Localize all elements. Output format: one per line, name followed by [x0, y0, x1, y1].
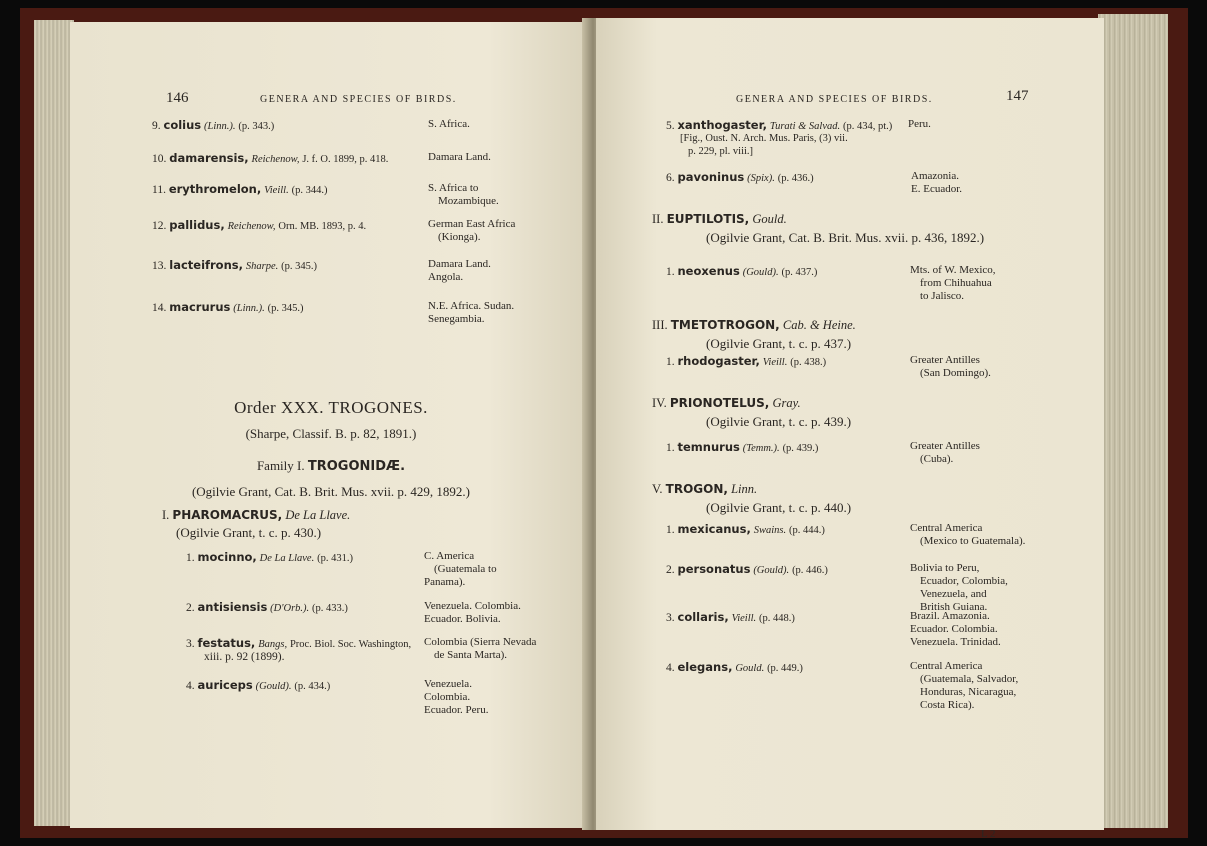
species-number: 1.	[666, 442, 675, 454]
species-reference: J. f. O. 1899, p. 418.	[302, 154, 389, 165]
left-page-edges	[34, 20, 74, 826]
species-author: Vieill.	[264, 185, 289, 196]
species-name: lacteifrons,	[169, 258, 243, 272]
species-distribution: Central America	[910, 660, 983, 672]
species-distribution: Costa Rica).	[920, 699, 975, 711]
genus-name: TROGON,	[665, 482, 728, 496]
species-reference: Proc. Biol. Soc. Washington,	[289, 639, 412, 650]
species-name: rhodogaster,	[677, 354, 760, 368]
species-name: erythromelon,	[168, 182, 262, 196]
species-number: 12.	[152, 220, 167, 232]
species-entry	[152, 182, 327, 198]
species-entry	[666, 610, 795, 626]
species-entry	[152, 118, 274, 134]
species-name: colius	[163, 118, 202, 132]
species-entry	[186, 678, 330, 694]
species-distribution: Ecuador. Bolivia.	[424, 613, 501, 625]
species-distribution: Mozambique.	[438, 195, 499, 207]
right-page-number: 147	[1006, 88, 1029, 104]
species-distribution: British Guiana.	[920, 601, 988, 613]
species-author: Gould.	[735, 663, 765, 674]
species-entry	[666, 522, 825, 538]
species-number: 2.	[666, 564, 675, 576]
species-reference: (p. 449.)	[767, 663, 803, 674]
species-author: Sharpe.	[245, 261, 279, 272]
right-page-edges	[1098, 14, 1168, 828]
species-author: Vieill.	[762, 357, 788, 368]
species-entry	[666, 354, 826, 370]
species-distribution: Greater Antilles	[910, 354, 980, 366]
species-distribution: Angola.	[428, 271, 464, 283]
species-author: Reichenow,	[251, 154, 300, 165]
species-reference: (p. 434.)	[294, 681, 331, 692]
species-distribution: Venezuela.	[424, 678, 472, 690]
genus-name: PHAROMACRUS,	[172, 508, 283, 522]
species-reference: (p. 344.)	[291, 185, 328, 196]
species-name: temnurus	[677, 440, 740, 454]
species-author: (D'Orb.).	[270, 603, 310, 614]
species-author: (Linn.).	[233, 303, 265, 314]
family-heading	[70, 458, 592, 474]
species-distribution: Bolivia to Peru,	[910, 562, 980, 574]
species-number: 3.	[666, 612, 675, 624]
species-author: Swains.	[753, 525, 787, 536]
genus-reference: (Ogilvie Grant, t. c. p. 430.)	[176, 525, 322, 540]
species-distribution: Venezuela. Colombia.	[424, 600, 521, 612]
species-number: 4.	[186, 680, 195, 692]
species-name: auriceps	[197, 678, 253, 692]
genus-heading	[652, 318, 856, 333]
family-name: TROGONIDÆ.	[307, 459, 406, 474]
species-reference: (p. 444.)	[788, 525, 825, 536]
species-entry	[666, 170, 814, 186]
species-reference: (p. 448.)	[759, 613, 795, 624]
species-name: neoxenus	[677, 264, 740, 278]
species-distribution: Greater Antilles	[910, 440, 980, 452]
species-name: mexicanus,	[677, 522, 751, 536]
species-entry	[666, 440, 818, 456]
genus-number: I.	[162, 508, 170, 522]
species-distribution: Damara Land.	[428, 151, 491, 163]
species-reference: (p. 437.)	[781, 267, 818, 278]
species-distribution: Mts. of W. Mexico,	[910, 264, 996, 276]
species-distribution: Damara Land.	[428, 258, 491, 270]
species-reference: (p. 345.)	[267, 303, 304, 314]
right-running-head: GENERA AND SPECIES OF BIRDS.	[736, 94, 933, 105]
genus-heading	[652, 482, 757, 497]
species-author: (Spix).	[747, 173, 775, 184]
genus-reference: (Ogilvie Grant, t. c. p. 437.)	[706, 336, 852, 351]
figure-reference: p. 229, pl. viii.]	[688, 146, 754, 157]
species-number: 6.	[666, 172, 675, 184]
species-reference: (p. 431.)	[317, 553, 353, 564]
species-distribution: Colombia (Sierra Nevada	[424, 636, 537, 648]
genus-author: Gould.	[752, 212, 787, 226]
species-distribution: Central America	[910, 522, 983, 534]
species-number: 10.	[152, 153, 167, 165]
species-author: (Linn.).	[204, 121, 236, 132]
species-author: Turati & Salvad.	[769, 121, 841, 132]
species-number: 1.	[666, 356, 675, 368]
species-number: 2.	[186, 602, 195, 614]
genus-author: Cab. & Heine.	[782, 318, 856, 332]
species-distribution: Senegambia.	[428, 313, 485, 325]
genus-reference: (Ogilvie Grant, Cat. B. Brit. Mus. xvii. p. 436, 1892.)	[706, 230, 985, 245]
order-title: Order XXX. TROGONES.	[234, 398, 428, 417]
species-distribution: Honduras, Nicaragua,	[920, 686, 1017, 698]
species-name: personatus	[677, 562, 751, 576]
species-entry	[666, 660, 803, 676]
genus-heading	[652, 396, 801, 411]
order-reference: (Sharpe, Classif. B. p. 82, 1891.)	[245, 426, 417, 441]
species-number: 11.	[152, 184, 166, 196]
species-distribution: Venezuela. Trinidad.	[910, 636, 1001, 648]
species-distribution: S. Africa to	[428, 182, 479, 194]
figure-reference: [Fig., Oust. N. Arch. Mus. Paris, (3) vii.	[680, 133, 848, 144]
species-number: 5.	[666, 120, 675, 132]
species-name: pavoninus	[677, 170, 745, 184]
genus-author: Gray.	[772, 396, 801, 410]
left-page	[70, 22, 592, 828]
species-author: (Temm.).	[742, 443, 780, 454]
species-number: 13.	[152, 260, 167, 272]
genus-number: V.	[652, 482, 663, 496]
genus-number: II.	[652, 212, 664, 226]
species-number: 4.	[666, 662, 675, 674]
signature-mark: L 2	[981, 828, 996, 840]
species-reference: (p. 433.)	[312, 603, 348, 614]
species-reference: (p. 438.)	[790, 357, 827, 368]
species-author: (Gould).	[753, 565, 790, 576]
species-number: 14.	[152, 302, 167, 314]
species-name: macrurus	[169, 300, 231, 314]
genus-heading	[652, 212, 787, 227]
species-entry	[152, 218, 366, 234]
species-distribution: (Kionga).	[438, 231, 481, 243]
genus-number: IV.	[652, 396, 667, 410]
species-reference: (p. 439.)	[782, 443, 819, 454]
species-number: 1.	[186, 552, 195, 564]
species-name: collaris,	[677, 610, 729, 624]
genus-name: TMETOTROGON,	[670, 318, 780, 332]
species-name: xanthogaster,	[677, 118, 767, 132]
genus-author: De La Llave.	[285, 508, 351, 522]
species-distribution: Peru.	[908, 118, 931, 130]
species-distribution: (Guatemala, Salvador,	[920, 673, 1019, 685]
species-distribution: (Mexico to Guatemala).	[920, 535, 1026, 547]
species-distribution: German East Africa	[428, 218, 516, 230]
species-distribution: C. America	[424, 550, 475, 562]
species-distribution: de Santa Marta).	[434, 649, 507, 661]
genus-name: PRIONOTELUS,	[669, 396, 770, 410]
species-author: De La Llave.	[259, 553, 315, 564]
species-reference: (p. 436.)	[777, 173, 814, 184]
genus-author: Linn.	[731, 482, 758, 496]
species-reference: (p. 345.)	[281, 261, 317, 272]
species-distribution: Colombia.	[424, 691, 471, 703]
species-number: 3.	[186, 638, 195, 650]
species-distribution: E. Ecuador.	[911, 183, 963, 195]
left-page-number: 146	[166, 90, 189, 106]
species-author: Reichenow,	[227, 221, 276, 232]
species-author: (Gould).	[255, 681, 292, 692]
species-entry	[666, 264, 817, 280]
species-distribution: Ecuador. Colombia.	[910, 623, 998, 635]
species-entry	[152, 300, 304, 316]
family-reference: (Ogilvie Grant, Cat. B. Brit. Mus. xvii. p. 429, 1892.)	[191, 484, 471, 499]
species-distribution: to Jalisco.	[920, 290, 964, 302]
genus-reference: (Ogilvie Grant, t. c. p. 440.)	[706, 500, 852, 515]
species-entry	[186, 600, 348, 616]
species-number: 9.	[152, 120, 161, 132]
species-number: 1.	[666, 524, 675, 536]
family-prefix: Family I.	[256, 458, 305, 473]
species-distribution: (Guatemala to	[434, 563, 497, 575]
species-name: antisiensis	[197, 600, 268, 614]
species-distribution: Ecuador, Colombia,	[920, 575, 1008, 587]
species-author: Bangs,	[258, 639, 288, 650]
genus-name: EUPTILOTIS,	[666, 212, 750, 226]
species-reference: (p. 343.)	[238, 121, 275, 132]
species-author: (Gould).	[742, 267, 779, 278]
genus-heading	[162, 508, 350, 523]
species-name: pallidus,	[169, 218, 225, 232]
species-reference: (p. 434, pt.)	[843, 121, 893, 132]
species-distribution: Amazonia.	[911, 170, 959, 182]
species-distribution: S. Africa.	[428, 118, 470, 130]
species-number: 1.	[666, 266, 675, 278]
species-reference-continued: xiii. p. 92 (1899).	[204, 651, 285, 663]
genus-number: III.	[652, 318, 668, 332]
species-distribution: Panama).	[424, 576, 466, 588]
species-distribution: (Cuba).	[920, 453, 954, 465]
species-distribution: (San Domingo).	[920, 367, 991, 379]
species-distribution: from Chihuahua	[920, 277, 992, 289]
species-entry	[186, 550, 353, 566]
species-name: festatus,	[197, 636, 256, 650]
species-entry	[152, 258, 317, 274]
species-distribution: N.E. Africa. Sudan.	[428, 300, 515, 312]
species-name: damarensis,	[169, 151, 249, 165]
species-author: Vieill.	[731, 613, 757, 624]
species-reference: (p. 446.)	[792, 565, 828, 576]
species-distribution: Venezuela, and	[920, 588, 987, 600]
species-name: mocinno,	[197, 550, 257, 564]
genus-reference: (Ogilvie Grant, t. c. p. 439.)	[706, 414, 852, 429]
species-reference: Orn. MB. 1893, p. 4.	[278, 221, 367, 232]
species-entry	[666, 562, 828, 578]
species-distribution: Brazil. Amazonia.	[910, 610, 990, 622]
species-distribution: Ecuador. Peru.	[424, 704, 489, 716]
right-page	[596, 18, 1104, 840]
left-running-head: GENERA AND SPECIES OF BIRDS.	[260, 94, 457, 105]
species-entry	[152, 151, 388, 167]
species-name: elegans,	[677, 660, 733, 674]
